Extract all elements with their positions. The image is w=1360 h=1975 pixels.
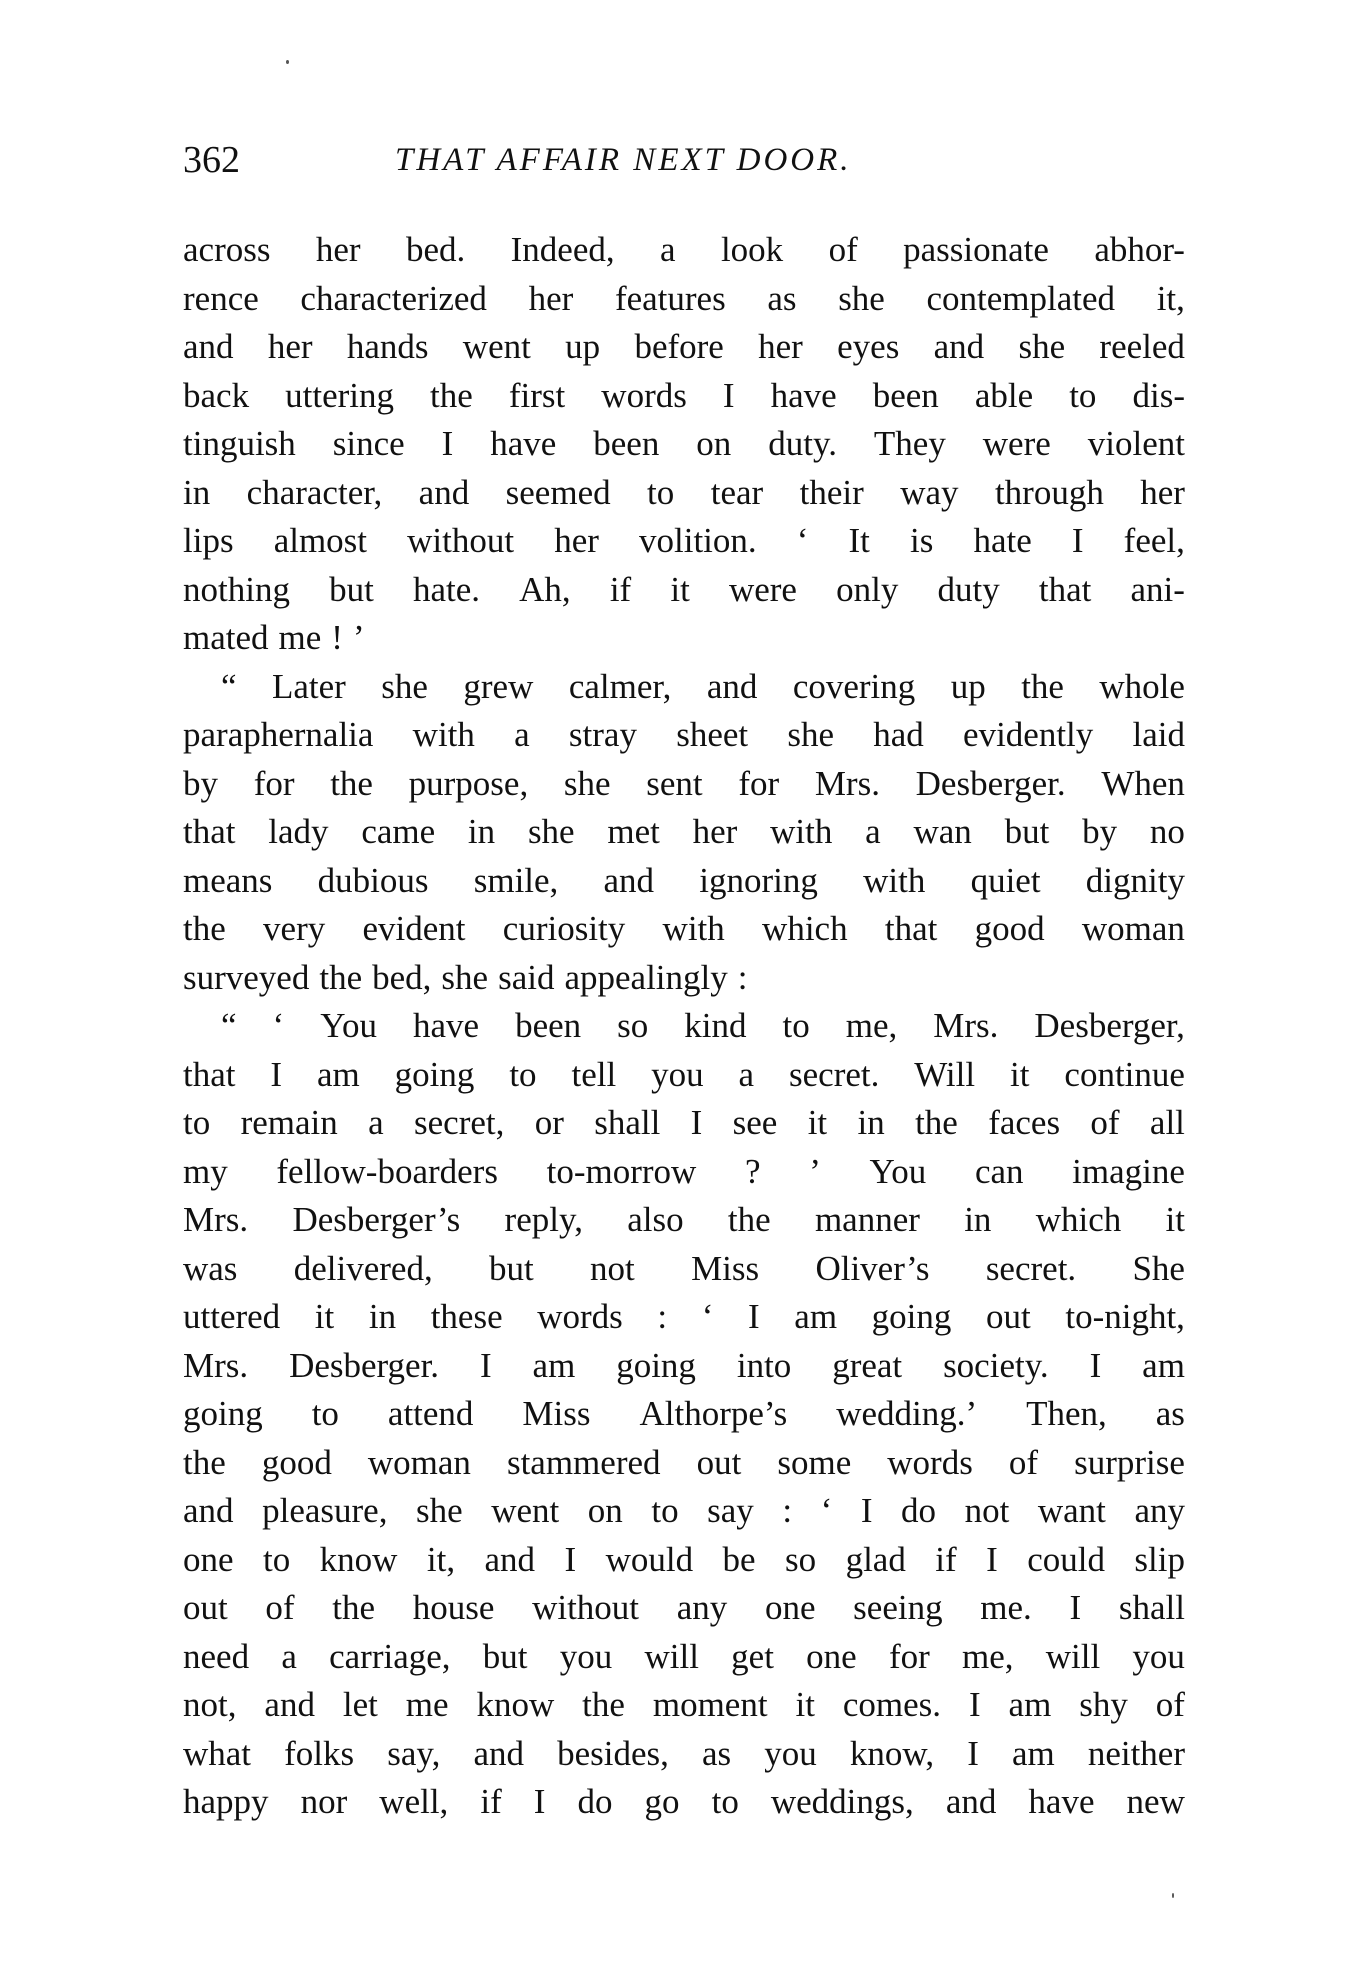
text-line: out of the house without any one seeing me. I shall <box>183 1588 1185 1627</box>
running-title: THAT AFFAIR NEXT DOOR. <box>395 142 852 178</box>
text-line: not, and let me know the moment it comes. I am shy of <box>183 1685 1185 1724</box>
text-line: need a carriage, but you will get one for me, will you <box>183 1636 1185 1676</box>
text-line: back uttering the first words I have been able to dis- <box>183 375 1185 415</box>
page-header <box>183 132 1183 188</box>
text-line: the good woman stammered out some words of surprise <box>183 1442 1185 1482</box>
text-line: the very evident curiosity with which that good woman <box>183 909 1185 948</box>
text-line: surveyed the bed, she said appealingly : <box>183 957 748 997</box>
text-line: going to attend Miss Althorpe’s wedding.’ Then, as <box>183 1394 1185 1433</box>
text-line: to remain a secret, or shall I see it in the faces of all <box>183 1103 1185 1142</box>
text-line: nothing but hate. Ah, if it were only duty that ani- <box>183 569 1185 609</box>
text-line: one to know it, and I would be so glad if I could slip <box>183 1539 1185 1579</box>
text-line: means dubious smile, and ignoring with quiet dignity <box>183 860 1185 900</box>
text-line: what folks say, and besides, as you know, I am neither <box>183 1733 1185 1773</box>
text-line: rence characterized her features as she contemplated it, <box>183 278 1185 318</box>
text-line: “ Later she grew calmer, and covering up the whole <box>221 666 1185 706</box>
text-line: paraphernalia with a stray sheet she had evidently laid <box>183 715 1185 754</box>
text-line: by for the purpose, she sent for Mrs. Desberger. When <box>183 763 1185 803</box>
page-number: 362 <box>183 139 240 181</box>
text-line: tinguish since I have been on duty. They were violent <box>183 424 1185 463</box>
text-line: Mrs. Desberger’s reply, also the manner in which it <box>183 1200 1185 1239</box>
text-line: “ ‘ You have been so kind to me, Mrs. Desberger, <box>221 1006 1185 1045</box>
text-line: across her bed. Indeed, a look of passionate abhor- <box>183 230 1185 269</box>
text-line: and her hands went up before her eyes and she reeled <box>183 327 1185 366</box>
text-line: happy nor well, if I do go to weddings, and have new <box>183 1782 1185 1821</box>
print-speck <box>286 60 289 64</box>
text-line: in character, and seemed to tear their way through her <box>183 472 1185 512</box>
text-line: was delivered, but not Miss Oliver’s secret. She <box>183 1248 1185 1288</box>
text-line: and pleasure, she went on to say : ‘ I do not want any <box>183 1491 1185 1530</box>
text-line: that I am going to tell you a secret. Will it continue <box>183 1054 1185 1094</box>
text-line: my fellow-boarders to-morrow ? ’ You can imagine <box>183 1151 1185 1191</box>
body-text <box>183 226 1185 1827</box>
text-line: lips almost without her volition. ‘ It is hate I feel, <box>183 521 1185 560</box>
print-speck <box>1172 1893 1174 1898</box>
text-line: Mrs. Desberger. I am going into great society. I am <box>183 1345 1185 1385</box>
text-line: that lady came in she met her with a wan but by no <box>183 812 1185 851</box>
text-line: mated me ! ’ <box>183 618 365 657</box>
text-line: uttered it in these words : ‘ I am going out to-night, <box>183 1297 1185 1336</box>
